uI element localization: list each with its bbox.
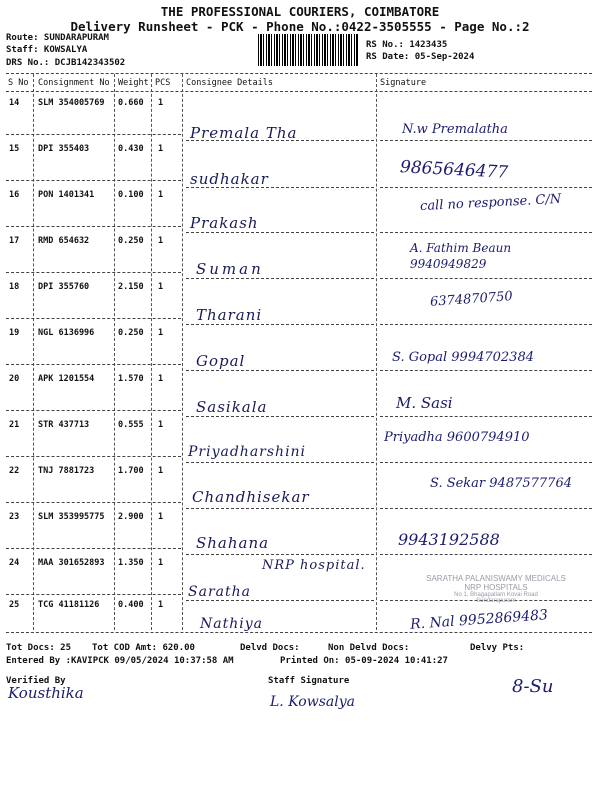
row-sno: 20 — [9, 374, 20, 384]
staff-signature: L. Kowsalya — [270, 694, 355, 710]
row-sno: 24 — [9, 558, 20, 568]
row-signature: S. Gopal 9994702384 — [392, 350, 534, 365]
entered-by: Entered By :KAVIPCK 09/05/2024 10:37:58 AM — [6, 656, 234, 666]
row-consignment: MAA 301652893 — [38, 558, 105, 568]
row-signature: A. Fathim Beaun 9940949829 — [410, 241, 512, 271]
col-consignment: Consignment No — [38, 78, 110, 88]
total-cod: Tot COD Amt: 620.00 — [92, 643, 195, 653]
row-signature: S. Sekar 9487577764 — [430, 476, 572, 491]
corner-mark: 8-Su — [512, 676, 554, 697]
stamp-line: No 1, Bhagapallam Kovai Road — [454, 592, 538, 598]
row-pcs: 1 — [158, 512, 164, 522]
runsheet-subtitle: Delivery Runsheet - PCK - Phone No.:0422-3505555 - Page No.:2 — [70, 19, 530, 34]
route-label: Route: SUNDARAPURAM — [6, 33, 109, 43]
row-pcs: 1 — [158, 466, 164, 476]
row-consignee-hand: NRP hospital. — [262, 558, 366, 573]
row-pcs: 1 — [158, 282, 164, 292]
row-consignee-hand: Chandhisekar — [192, 488, 310, 506]
row-weight: 1.700 — [118, 466, 144, 476]
row-consignee-hand: Saratha — [188, 584, 251, 600]
row-pcs: 1 — [158, 600, 164, 610]
row-pcs: 1 — [158, 374, 164, 384]
row-sno: 21 — [9, 420, 20, 430]
drs-number: DRS No.: DCJB142343502 — [6, 58, 126, 68]
row-consignee-hand: Shahana — [196, 534, 270, 552]
row-consignment: DPI 355760 — [38, 282, 90, 292]
staff-signature-label: Staff Signature — [268, 676, 350, 686]
row-signature: 9943192588 — [398, 530, 500, 549]
row-sno: 15 — [9, 144, 20, 154]
row-consignment: PON 1401341 — [38, 190, 95, 200]
row-consignment: STR 437713 — [38, 420, 90, 430]
delivery-points: Delvy Pts: — [470, 643, 525, 653]
row-consignment: RMD 654632 — [38, 236, 90, 246]
row-pcs: 1 — [158, 98, 164, 108]
row-signature: R. Nal 9952869483 — [409, 607, 549, 633]
verified-signature: Kousthika — [8, 684, 84, 702]
staff-label: Staff: KOWSALYA — [6, 45, 88, 55]
row-sno: 18 — [9, 282, 20, 292]
row-consignee-hand: Suman — [196, 260, 264, 278]
printed-on: Printed On: 05-09-2024 10:41:27 — [280, 656, 448, 666]
extra-handwriting: Nathiya — [200, 616, 263, 632]
row-sno: 22 — [9, 466, 20, 476]
row-pcs: 1 — [158, 328, 164, 338]
delivered-docs: Delvd Docs: — [240, 643, 300, 653]
stamp-line: NRP HOSPITALS — [464, 583, 528, 592]
stamp-line: Sundarapuram — [476, 598, 516, 604]
col-sno: S No — [8, 78, 29, 88]
row-consignee-hand: Tharani — [196, 306, 263, 324]
barcode — [258, 34, 358, 66]
hospital-stamp — [396, 574, 596, 604]
row-consignee-hand: Prakash — [190, 214, 259, 232]
non-delivered-docs: Non Delvd Docs: — [328, 643, 410, 653]
row-pcs: 1 — [158, 558, 164, 568]
row-pcs: 1 — [158, 144, 164, 154]
row-consignee-hand: Priyadharshini — [188, 444, 307, 460]
row-consignment: NGL 6136996 — [38, 328, 95, 338]
row-signature: Priyadha 9600794910 — [384, 430, 530, 445]
row-consignee-hand: sudhakar — [190, 170, 269, 188]
row-sno: 23 — [9, 512, 20, 522]
row-signature: M. Sasi — [396, 394, 453, 412]
rs-number: RS No.: 1423435 — [366, 40, 448, 50]
row-consignee-hand: Premala Tha — [190, 124, 298, 142]
row-weight: 0.430 — [118, 144, 144, 154]
row-sno: 17 — [9, 236, 20, 246]
col-weight: Weight — [118, 78, 149, 88]
row-pcs: 1 — [158, 236, 164, 246]
row-consignment: DPI 355403 — [38, 144, 90, 154]
row-signature: N.w Premalatha — [402, 122, 508, 137]
row-weight: 0.400 — [118, 600, 144, 610]
runsheet-title: THE PROFESSIONAL COURIERS, COIMBATORE — [160, 4, 440, 19]
row-consignee-hand: Gopal — [196, 352, 246, 370]
row-signature: 6374870750 — [429, 289, 514, 310]
row-sno: 19 — [9, 328, 20, 338]
verified-by-label: Verified By — [6, 676, 66, 686]
col-pcs: PCS — [155, 78, 171, 88]
row-consignment: TCG 41181126 — [38, 600, 100, 610]
row-weight: 1.570 — [118, 374, 144, 384]
row-consignment: TNJ 7881723 — [38, 466, 95, 476]
row-pcs: 1 — [158, 190, 164, 200]
row-weight: 0.555 — [118, 420, 144, 430]
row-consignment: SLM 354005769 — [38, 98, 105, 108]
row-weight: 0.100 — [118, 190, 144, 200]
row-consignee-hand: Sasikala — [196, 398, 268, 416]
row-consignment: SLM 353995775 — [38, 512, 105, 522]
stamp-line: SARATHA PALANISWAMY MEDICALS — [426, 574, 566, 583]
row-weight: 2.150 — [118, 282, 144, 292]
row-pcs: 1 — [158, 420, 164, 430]
row-sno: 16 — [9, 190, 20, 200]
row-weight: 1.350 — [118, 558, 144, 568]
row-weight: 0.250 — [118, 236, 144, 246]
col-consignee: Consignee Details — [186, 78, 273, 88]
row-weight: 2.900 — [118, 512, 144, 522]
row-signature: call no response. C/N — [419, 191, 562, 215]
row-weight: 0.250 — [118, 328, 144, 338]
row-sno: 14 — [9, 98, 20, 108]
row-consignment: APK 1201554 — [38, 374, 95, 384]
row-weight: 0.660 — [118, 98, 144, 108]
total-docs: Tot Docs: 25 — [6, 643, 72, 653]
col-signature: Signature — [380, 78, 427, 88]
rs-date: RS Date: 05-Sep-2024 — [366, 52, 475, 62]
row-signature: 9865646477 — [399, 157, 509, 183]
row-sno: 25 — [9, 600, 20, 610]
